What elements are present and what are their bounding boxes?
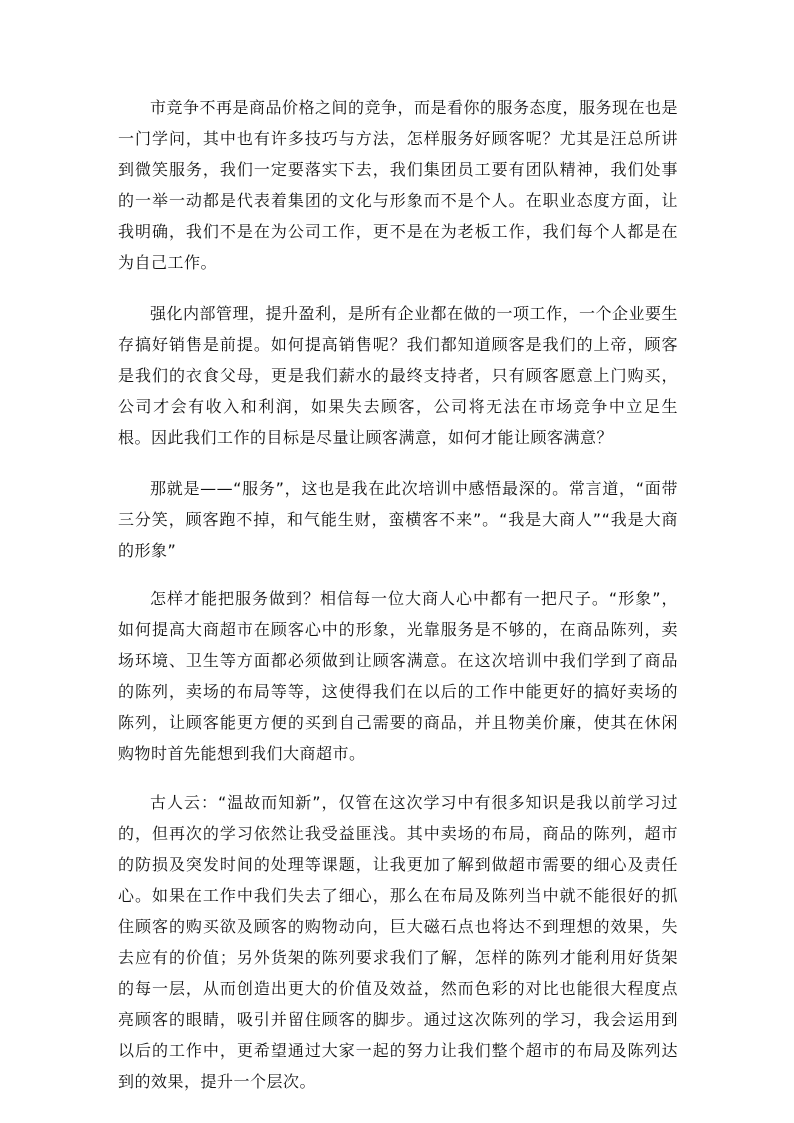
document-page (118, 92, 678, 1097)
paragraph-1: 市竞争不再是商品价格之间的竞争，而是看你的服务态度，服务现在也是一门学问，其中也有许多技巧与方法，怎样服务好顾客呢？尤其是汪总所讲到微笑服务，我们一定要落实下去，我们集团员工要有团队精神，我们处事的一举一动都是代表着集团的文化与形象而不是个人。在职业态度方面，让我明确，我们不是在为公司工作，更不是在为老板工作，我们每个人都是在为自己工作。 (118, 98, 679, 272)
paragraph-5: 古人云：“温故而知新”，仅管在这次学习中有很多知识是我以前学习过的，但再次的学习依然让我受益匪浅。其中卖场的布局，商品的陈列，超市的防损及突发时间的处理等课题，让我更加了解到做超市需要的细心及责任心。如果在工作中我们失去了细心，那么在布局及陈列当中就不能很好的抓住顾客的购买欲及顾客的购物动向，巨大磁石点也将达不到理想的效果，失去应有的价值；另外货架的陈列要求我们了解，怎样的陈列才能利用好货架的每一层，从而创造出更大的价值及效益，然而色彩的对比也能很大程度点亮顾客的眼睛，吸引并留住顾客的脚步。通过这次陈列的学习，我会运用到以后的工作中，更希望通过大家一起的努力让我们整个超市的布局及陈列达到的效果，提升一个层次。 (118, 793, 678, 1091)
paragraph-4: 怎样才能把服务做到？相信每一位大商人心中都有一把尺子。“形象”，如何提高大商超市在顾客心中的形象，光靠服务是不够的，在商品陈列，卖场环境、卫生等方面都必须做到让顾客满意。在这次培训中我们学到了商品的陈列，卖场的布局等等，这使得我们在以后的工作中能更好的搞好卖场的陈列，让顾客能更方便的买到自己需要的商品，并且物美价廉，使其在休闲购物时首先能想到我们大商超市。 (118, 589, 678, 763)
paragraph-2: 强化内部管理，提升盈利，是所有企业都在做的一项工作，一个企业要生存搞好销售是前提。如何提高销售呢？我们都知道顾客是我们的上帝，顾客是我们的衣食父母，更是我们薪水的最终支持者，只有顾客愿意上门购买，公司才会有收入和利润，如果失去顾客，公司将无法在市场竞争中立足生根。因此我们工作的目标是尽量让顾客满意，如何才能让顾客满意？ (118, 304, 679, 447)
paragraph-3: 那就是——“服务”，这也是我在此次培训中感悟最深的。常言道，“面带三分笑，顾客跑不掉，和气能生财，蛮横客不来”。“我是大商人”“我是大商的形象” (118, 479, 678, 560)
